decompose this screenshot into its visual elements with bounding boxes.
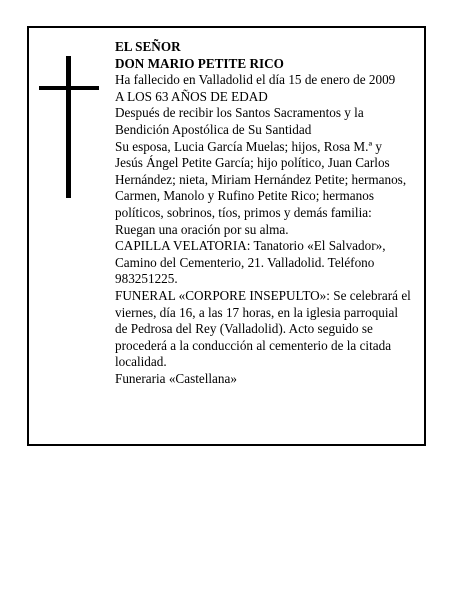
notice-line-family-4: Carmen, Manolo y Rufino Petite Rico; hermanos — [115, 188, 374, 204]
notice-line-death: Ha fallecido en Valladolid el día 15 de enero de 2009 — [115, 72, 396, 88]
obituary-notice-frame — [27, 26, 426, 446]
notice-line-name: DON MARIO PETITE RICO — [115, 55, 284, 71]
notice-line-chapel-2: Camino del Cementerio, 21. Valladolid. Teléfono — [115, 254, 375, 270]
notice-line-phone: 983251225. — [115, 271, 178, 287]
obituary-text — [115, 39, 427, 387]
notice-line-age: A LOS 63 AÑOS DE EDAD — [115, 88, 268, 104]
notice-line-family-2: Jesús Ángel Petite García; hijo político, Juan Carlos — [115, 155, 390, 171]
notice-line-title: EL SEÑOR — [115, 39, 181, 54]
notice-line-funeral-2: viernes, día 16, a las 17 horas, en la iglesia parroquial — [115, 304, 399, 320]
notice-line-funeral-5: localidad. — [115, 354, 167, 370]
notice-line-family-5: políticos, sobrinos, tíos, primos y demás familia: — [115, 204, 372, 220]
notice-line-family-1: Su esposa, Lucia García Muelas; hijos, Rosa M.ª y — [115, 138, 382, 154]
notice-line-funeral-1: FUNERAL «CORPORE INSEPULTO»: Se celebrará el — [115, 287, 411, 303]
notice-line-funeral-4: procederá a la conducción al cementerio de la citada — [115, 337, 392, 353]
cross-horizontal-bar — [39, 86, 99, 90]
notice-line-sacraments-2: Bendición Apostólica de Su Santidad — [115, 121, 312, 137]
notice-line-family-3: Hernández; nieta, Miriam Hernández Petite; hermanos, — [115, 171, 407, 187]
cross-vertical-bar — [66, 56, 71, 198]
notice-line-funeral-3: de Pedrosa del Rey (Valladolid). Acto seguido se — [115, 321, 373, 337]
notice-line-funeral-home: Funeraria «Castellana» — [115, 370, 237, 386]
notice-line-prayer: Ruegan una oración por su alma. — [115, 221, 289, 237]
notice-line-sacraments-1: Después de recibir los Santos Sacramentos y la — [115, 105, 364, 121]
notice-line-chapel-1: CAPILLA VELATORIA: Tanatorio «El Salvador», — [115, 238, 386, 254]
